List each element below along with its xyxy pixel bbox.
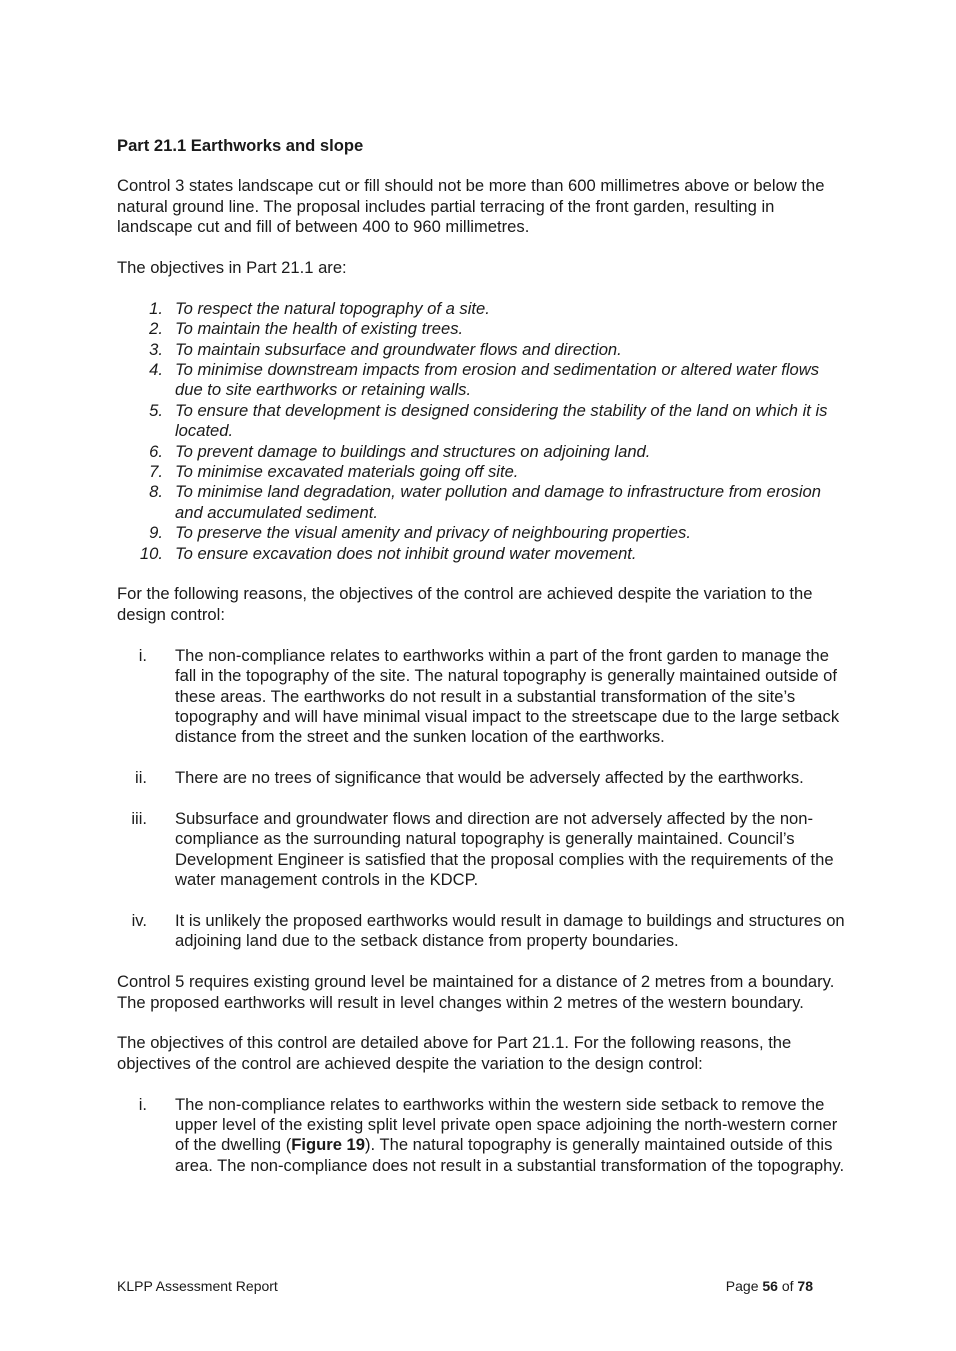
list-text: To prevent damage to buildings and structures on adjoining land. [175, 441, 651, 461]
list-text: To preserve the visual amenity and privacy of neighbouring properties. [175, 523, 691, 543]
objectives-list [117, 299, 845, 564]
list-text: To ensure that development is designed considering the stability of the land on which it is located. [175, 400, 828, 441]
list-text: To maintain subsurface and groundwater flows and direction. [175, 339, 622, 359]
paragraph-reasons-intro: For the following reasons, the objectives of the control are achieved despite the variation to the design control: [117, 584, 813, 624]
list-text: Subsurface and groundwater flows and direction are not adversely affected by the non-compliance as the surrounding natural topography is generally maintained. Council’s Development Engineer is satisfied that the proposal complies with the requirements of the water management controls in the KDCP. [175, 808, 834, 890]
list-text: To respect the natural topography of a site. [175, 298, 490, 318]
total-pages: 78 [797, 1278, 813, 1294]
list-text: To minimise excavated materials going off site. [175, 462, 519, 482]
figure-reference: Figure 19 [291, 1135, 366, 1155]
list-number: ii. [135, 768, 147, 788]
paragraph-control-5-objectives: The objectives of this control are detailed above for Part 21.1. For the following reasons, the objectives of the control are achieved despite the variation to the design control: [117, 1033, 792, 1073]
page-word: Page [725, 1278, 759, 1294]
list-number: iii. [131, 808, 147, 828]
list-number: i. [138, 645, 147, 665]
list-text-before: The non-compliance relates to earthworks within the western side setback to remove the upper level of the existing split level private open space adjoining the north-western corner of the dwelling ( [175, 1094, 838, 1155]
list-number: 8. [149, 482, 163, 502]
list-number: 1. [149, 298, 163, 318]
reasons-list-control-3 [117, 646, 845, 952]
list-text: To ensure excavation does not inhibit ground water movement. [175, 543, 637, 563]
document-page [117, 136, 845, 1197]
list-item [117, 1095, 845, 1177]
list-text: There are no trees of significance that would be adversely affected by the earthworks. [175, 768, 804, 788]
list-item [117, 401, 845, 442]
section-heading: Part 21.1 Earthworks and slope [117, 136, 364, 155]
list-item [117, 544, 845, 564]
list-text: To minimise downstream impacts from erosion and sedimentation or altered water flows due to site earthworks or retaining walls. [175, 360, 820, 400]
list-item [117, 768, 845, 788]
current-page: 56 [762, 1278, 778, 1294]
list-text: To maintain the health of existing trees. [175, 319, 464, 339]
list-number: 2. [149, 319, 163, 339]
list-text: The non-compliance relates to earthworks within a part of the front garden to manage the fall in the topography of the site. The natural topography is generally maintained outside of these areas. The earthworks do not result in a substantial transformation of the site’s topography and will have minimal visual impact to the streetscape due to the large setback distance from the street and the sunken location of the earthworks. [175, 645, 840, 747]
list-item [117, 442, 845, 462]
list-number: 10. [139, 543, 163, 563]
list-number: i. [138, 1094, 147, 1114]
list-text-after: ). The natural topography is generally maintained outside of this area. The non-compliance does not result in a substantial transformation of the topography. [175, 1135, 845, 1175]
list-item [117, 340, 845, 360]
list-text: To minimise land degradation, water pollution and damage to infrastructure from erosion and accumulated sediment. [175, 482, 821, 522]
list-text: It is unlikely the proposed earthworks would result in damage to buildings and structures on adjoining land due to the setback distance from property boundaries. [175, 910, 845, 951]
list-item [117, 523, 845, 543]
list-number: 7. [149, 462, 163, 482]
list-item [117, 911, 845, 952]
list-item [117, 360, 845, 401]
of-word: of [781, 1278, 794, 1294]
list-number: 9. [149, 523, 163, 543]
list-number: 6. [149, 441, 163, 461]
paragraph-control-5: Control 5 requires existing ground level be maintained for a distance of 2 metres from a boundary. The proposed earthworks will result in level changes within 2 metres of the western boundary. [117, 972, 835, 1012]
list-item [117, 319, 845, 339]
page-number [726, 1277, 813, 1295]
list-number: 5. [149, 400, 163, 420]
list-item [117, 809, 845, 891]
list-item [117, 646, 845, 748]
list-number: 3. [149, 339, 163, 359]
list-item [117, 299, 845, 319]
list-item [117, 462, 845, 482]
paragraph-control-3: Control 3 states landscape cut or fill should not be more than 600 millimetres above or below the natural ground line. The proposal includes partial terracing of the front garden, resulting in landscape cut and fill of between 400 to 960 millimetres. [117, 176, 825, 237]
list-number: iv. [131, 910, 147, 930]
reasons-list-control-5 [117, 1095, 845, 1177]
list-item [117, 482, 845, 523]
list-number: 4. [149, 360, 163, 380]
paragraph-objectives-intro: The objectives in Part 21.1 are: [117, 258, 347, 278]
footer-report-title: KLPP Assessment Report [117, 1278, 278, 1294]
